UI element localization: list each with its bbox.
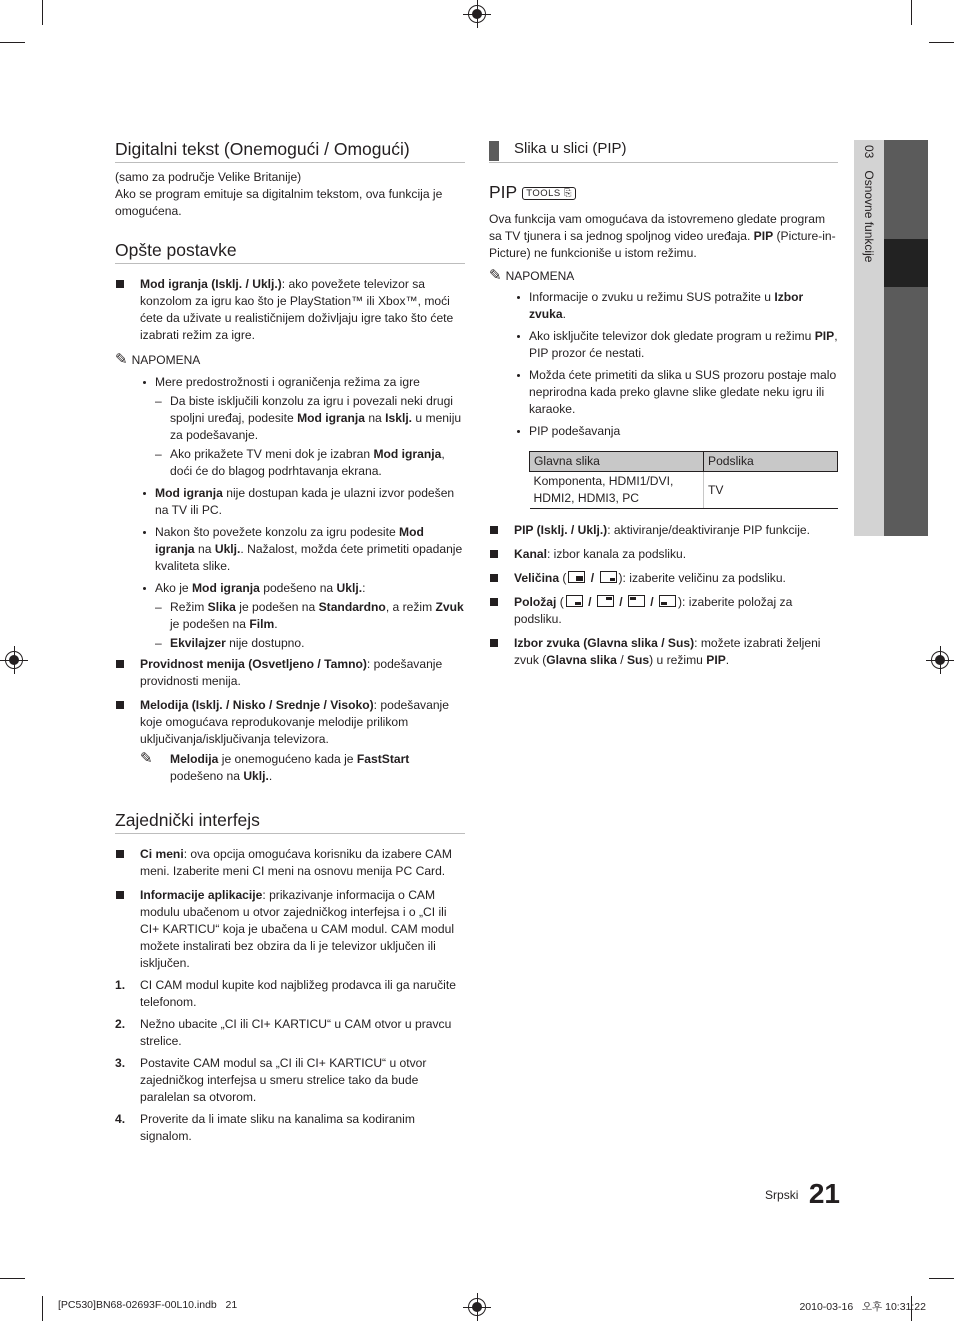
- table-cell: Komponenta, HDMI1/DVI, HDMI2, HDMI3, PC: [530, 472, 704, 509]
- list-item: Mod igranja (Isklj. / Uklj.): ako povežete televizor sa konzolom za igru kao što je PlayStation™ ili Xbox™, moći ćete da uživate u realističnijem doživljaju igre tako što ćete izabrati režim za igre.: [115, 276, 465, 344]
- side-tab-active-marker: [884, 239, 928, 287]
- side-tab-label: [858, 145, 880, 295]
- side-tab-text: Osnovne funkcije: [862, 170, 876, 263]
- list-item: Ako je Mod igranja podešeno na Uklj.:: [140, 580, 465, 597]
- list-item: PIP podešavanja: [514, 423, 838, 440]
- table-header: Podslika: [704, 452, 838, 472]
- list-item: Kanal: izbor kanala za podsliku.: [489, 546, 838, 563]
- pip-settings-table: [529, 451, 838, 509]
- crop-mark: [929, 1278, 954, 1279]
- table-header: Glavna slika: [530, 452, 704, 472]
- list-item: Informacije o zvuku u režimu SUS potražite u Izbor zvuka.: [514, 289, 838, 323]
- list-item: Veličina ( / ): izaberite veličinu za podsliku.: [489, 570, 838, 587]
- print-date-info: 2010-03-16 오후 10:31:22: [799, 1301, 926, 1313]
- note-pen-icon: ✎: [140, 750, 153, 767]
- crop-mark: [0, 1278, 25, 1279]
- step-item: 4. Proverite da li imate sliku na kanalima sa kodiranim signalom.: [115, 1112, 415, 1143]
- list-item: Ako isključite televizor dok gledate program u režimu PIP, PIP prozor će nestati.: [514, 328, 838, 362]
- list-item: Položaj ( / / / ): izaberite položaj za podsliku.: [489, 594, 838, 628]
- table-cell: TV: [704, 472, 838, 509]
- list-item: Izbor zvuka (Glavna slika / Sus): možete izabrati željeni zvuk (Glavna slika / Sus) u režimu PIP.: [489, 635, 838, 669]
- print-file-info: [PC530]BN68-02693F-00L10.indb 21: [58, 1299, 238, 1311]
- list-item: – Ako prikažete TV meni dok je izabran Mod igranja, doći će do blagog podrhtavanja ekrana.: [155, 446, 465, 480]
- crop-mark: [0, 42, 25, 43]
- crop-mark: [42, 1296, 43, 1321]
- registration-mark-icon: [931, 651, 949, 669]
- list-item: Ci meni: ova opcija omogućava korisniku da izabere CAM meni. Izaberite meni CI meni na osnovu menija PC Card.: [115, 846, 465, 880]
- list-item: PIP (Isklj. / Uklj.): aktiviranje/deaktiviranje PIP funkcije.: [489, 522, 838, 539]
- note: ✎ Melodija je onemogućeno kada je FastStart podešeno na Uklj..: [140, 750, 410, 783]
- tools-badge: TOOLS ⎘: [522, 187, 576, 200]
- paragraph: (samo za područje Velike Britanije): [115, 170, 302, 184]
- crop-mark: [929, 42, 954, 43]
- pip-size-small-icon: [600, 571, 617, 583]
- pip-position-bottom-right-icon: [566, 595, 583, 607]
- right-column: [489, 138, 838, 669]
- section-title-digital-text: Digitalni tekst (Onemogući / Omogući): [115, 138, 465, 163]
- pip-position-bottom-left-icon: [659, 595, 676, 607]
- list-item: Informacije aplikacije: prikazivanje informacija o CAM modulu ubačenom u otvor zajedničkog interfejsa i o „CI ili CI+ KARTICU“ koja je ubačena u CAM modul. CAM modul možete instalirati bez obzira da li je televizor uključen ili isključen.: [115, 887, 465, 972]
- crop-mark: [42, 0, 43, 25]
- pip-position-top-left-icon: [628, 595, 645, 607]
- step-item: 3. Postavite CAM modul sa „CI ili CI+ KARTICU“ u otvor zajedničkog interfejsa u smeru strelice tako da bude paralelan sa otvorom.: [115, 1056, 427, 1104]
- step-item: 2. Nežno ubacite „CI ili CI+ KARTICU“ u CAM otvor u pravcu strelice.: [115, 1017, 452, 1048]
- note-header: ✎ NAPOMENA: [489, 267, 575, 284]
- pip-position-top-right-icon: [597, 595, 614, 607]
- page-number: 21: [808, 1178, 840, 1209]
- note-pen-icon: ✎: [115, 351, 128, 368]
- list-item: – Ekvilajzer nije dostupno.: [155, 635, 465, 652]
- list-item: Melodija (Isklj. / Nisko / Srednje / Visoko): podešavanje koje omogućava reprodukovanje melodije prilikom uključivanja/isključivanja televizora.: [115, 697, 465, 748]
- section-title-general-settings: Opšte postavke: [115, 239, 465, 264]
- paragraph: Ako se program emituje sa digitalnim tekstom, ova funkcija je omogućena.: [115, 187, 443, 218]
- pip-heading: PIP TOOLS ⎘: [489, 181, 838, 203]
- registration-mark-icon: [5, 651, 23, 669]
- crop-mark: [911, 0, 912, 25]
- list-item: – Režim Slika je podešen na Standardno, a režim Zvuk je podešen na Film.: [155, 599, 465, 633]
- section-marker: [489, 141, 499, 161]
- paragraph: Ova funkcija vam omogućava da istovremeno gledate program sa TV tjunera i sa jednog spoljnog video uređaja. PIP (Picture-in-Picture) ne funkcioniše u istom režimu.: [489, 212, 836, 260]
- list-item: – Da biste isključili konzolu za igru i povezali neki drugi spoljni uređaj, podesite Mod igranja na Isklj. u meniju za podešavanje.: [155, 393, 465, 444]
- pip-size-large-icon: [568, 571, 585, 583]
- list-item: Možda ćete primetiti da slika u SUS prozoru postaje malo neprirodna kada preko glavne slike gledate neku igru ili karaoke.: [514, 367, 838, 418]
- list-item: Nakon što povežete konzolu za igru podesite Mod igranja na Uklj.. Nažalost, možda ćete primetiti opadanje kvaliteta slike.: [140, 524, 465, 575]
- side-tab-dark: [884, 140, 928, 536]
- note-pen-icon: ✎: [489, 267, 502, 284]
- step-item: 1. CI CAM modul kupite kod najbližeg prodavca ili ga naručite telefonom.: [115, 978, 456, 1009]
- section-title-common-interface: Zajednički interfejs: [115, 809, 465, 834]
- side-tab-number: 03: [862, 145, 876, 159]
- list-item: Mere predostrožnosti i ograničenja režima za igre: [140, 374, 465, 391]
- section-title-pip: Slika u slici (PIP): [489, 138, 838, 163]
- language-label: Srpski: [765, 1188, 799, 1202]
- registration-mark-icon: [468, 1298, 486, 1316]
- list-item: Providnost menija (Osvetljeno / Tamno): podešavanje providnosti menija.: [115, 656, 465, 690]
- list-item: Mod igranja nije dostupan kada je ulazni izvor podešen na TV ili PC.: [140, 485, 465, 519]
- page-footer: [700, 1176, 840, 1212]
- note-header: ✎ NAPOMENA: [115, 351, 201, 368]
- left-column: [115, 138, 465, 1145]
- tools-icon: ⎘: [563, 188, 572, 199]
- registration-mark-icon: [468, 5, 486, 23]
